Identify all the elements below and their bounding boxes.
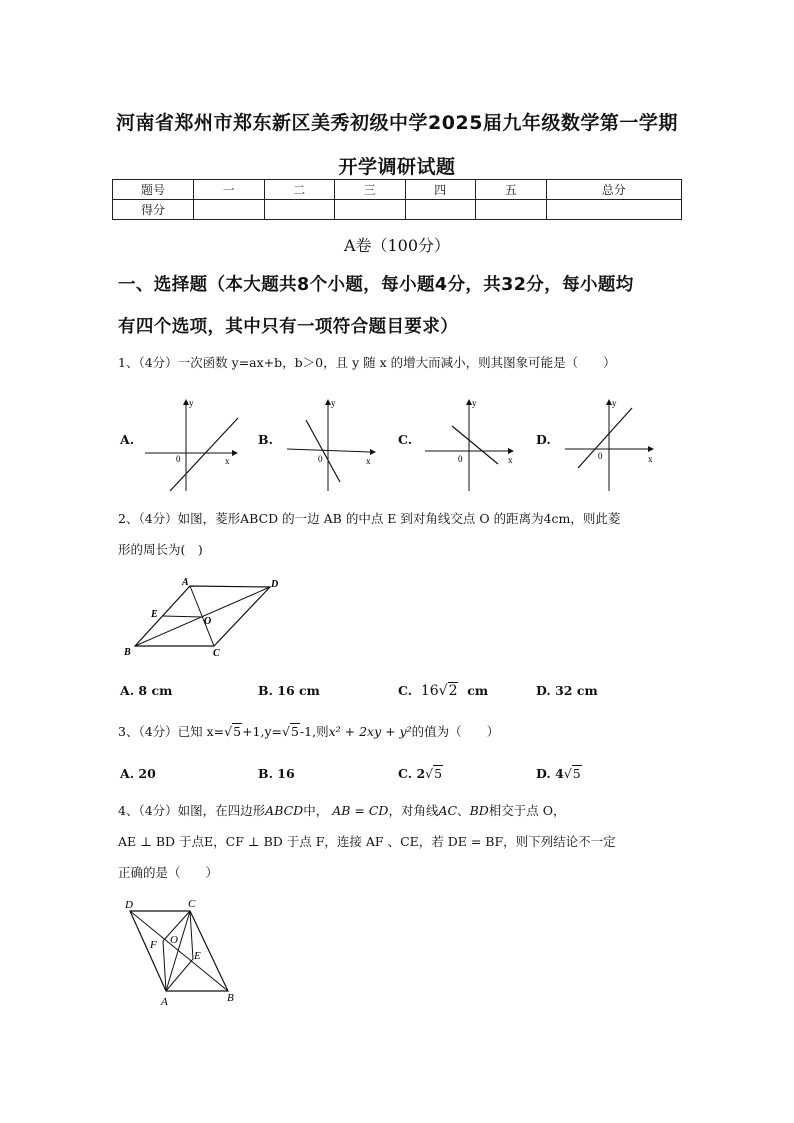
q1-graph-d-y-label: y [612,398,617,408]
score-input-1[interactable] [194,200,265,220]
q4-label-c: C [188,898,196,910]
score-input-5[interactable] [476,200,547,220]
q4-label-e: E [194,950,201,962]
score-input-2[interactable] [264,200,335,220]
q2-label-a: A [182,577,189,588]
q3-option-c[interactable]: C. 2√5 [398,766,443,781]
q2-option-d[interactable]: D. 32 cm [536,683,598,698]
q1-graph-c-y-label: y [472,398,477,408]
score-cell-section1: 一 [194,180,265,200]
q4-text-line3: 正确的是（ ） [118,865,219,880]
q3-option-a[interactable]: A. 20 [120,766,156,781]
q1-graph-c-origin: 0 [458,454,463,464]
q1-graph-d-origin: 0 [598,451,603,461]
section1-heading-line2: 有四个选项，其中只有一项符合题目要求） [118,317,459,337]
score-input-4[interactable] [405,200,476,220]
score-table-score-row [113,200,682,220]
q4-label-b: B [227,992,234,1004]
q2-text-line2: 形的周长为( ) [118,542,203,557]
q1-option-d-label[interactable]: D. [536,432,551,447]
q1-graph-b-x-label: x [366,456,371,466]
q1-graph-b-origin: 0 [318,454,323,464]
q4-text-line2: AE ⊥ BD 于点E，CF ⊥ BD 于点 F，连接 AF 、CE，若 DE = BF，则下列结论不一定 [118,834,616,849]
q1-text: 1、（4分）一次函数 y=ax+b，b＞0，且 y 随 x 的增大而减小，则其图象可能是（ ） [118,355,616,370]
q2-option-b[interactable]: B. 16 cm [258,683,320,698]
document-title-line1: 河南省郑州市郑东新区美秀初级中学2025届九年级数学第一学期 [116,112,678,134]
q1-graph-c [420,396,520,494]
score-cell-total: 总分 [546,180,682,200]
q2-label-o: O [204,616,212,627]
section1-heading-line1: 一、选择题（本大题共8个小题，每小题4分，共32分，每小题均 [118,275,634,295]
q2-label-e: E [151,609,158,620]
q1-graph-b-y-label: y [331,398,336,408]
document-title-line2: 开学调研试题 [338,156,456,178]
q2-rhombus-figure [120,574,285,662]
q4-label-a: A [161,996,168,1008]
q2-option-a[interactable]: A. 8 cm [120,683,173,698]
q1-graph-d-x-label: x [648,454,653,464]
q3-option-d[interactable]: D. 4√5 [536,766,581,781]
q4-label-f: F [150,939,157,951]
score-cell-section2: 二 [264,180,335,200]
q2-text-line1: 2、（4分）如图，菱形ABCD 的一边 AB 的中点 E 到对角线交点 O 的距离为4cm，则此菱 [118,511,621,526]
q1-option-b-label[interactable]: B. [258,432,273,447]
q1-graph-c-x-label: x [508,455,513,465]
q4-label-o: O [170,934,178,946]
score-cell-score-label: 得分 [113,200,194,220]
q1-graph-b [282,396,382,494]
q2-label-b: B [124,647,131,658]
score-input-total[interactable] [546,200,682,220]
q1-graph-a-y-label: y [189,398,194,408]
q1-graph-a-x-label: x [225,456,230,466]
q1-graph-d [560,396,660,494]
q3-option-b[interactable]: B. 16 [258,766,295,781]
score-cell-section5: 五 [476,180,547,200]
q3-text: 3、（4分）已知 x=√5+1,y=√5-1,则x² + 2xy + y²的值为（ ） [118,724,500,739]
q4-quadrilateral-figure [118,893,248,1013]
q4-text-line1: 4、（4分）如图，在四边形ABCD中， AB = CD，对角线AC、BD相交于点 O， [118,803,566,818]
q1-option-c-label[interactable]: C. [398,432,413,447]
score-cell-section3: 三 [335,180,406,200]
q4-label-d: D [125,899,133,911]
q1-graph-a [140,396,240,494]
score-table [112,179,682,220]
q1-option-a-label[interactable]: A. [120,432,135,447]
q2-option-c[interactable]: C. 16√2 cm [398,683,489,699]
score-cell-label: 题号 [113,180,194,200]
paper-a-heading: A卷（100分） [343,236,451,255]
q2-label-d: D [271,579,279,590]
q2-label-c: C [213,648,220,659]
score-cell-section4: 四 [405,180,476,200]
score-input-3[interactable] [335,200,406,220]
q1-graph-a-origin: 0 [176,454,181,464]
score-table-header-row [113,180,682,200]
